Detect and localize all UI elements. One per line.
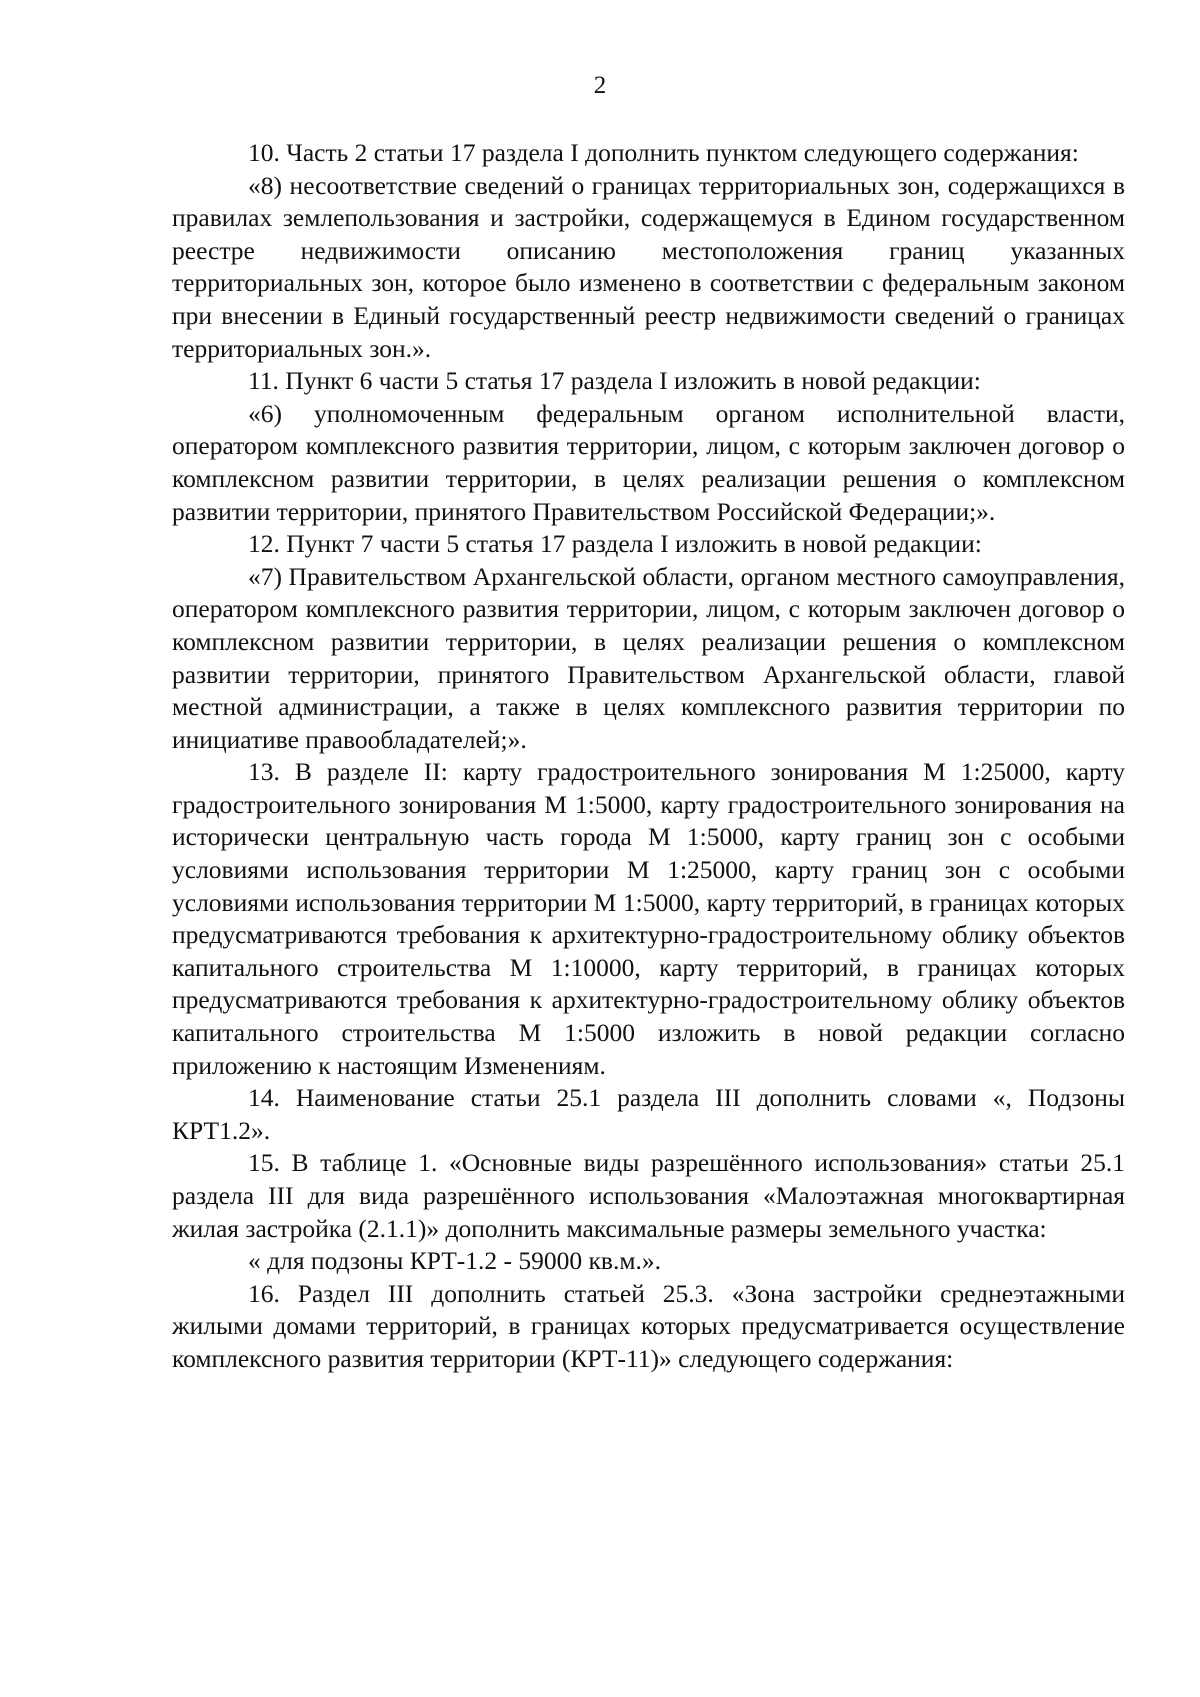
paragraph-15-quote: « для подзоны КРТ-1.2 - 59000 кв.м.». [248,1246,661,1276]
paragraph-14: 14. Наименование статьи 25.1 раздела III дополнить словами «, Подзоны КРТ1.2». [172,1083,1125,1145]
paragraph-11: 11. Пункт 6 части 5 статья 17 раздела I изложить в новой редакции: [248,366,981,396]
page-number: 2 [593,72,607,99]
paragraph-12-quote: «7) Правительством Архангельской области, органом местного самоуправления, оператором комплексного развития территории, лицом, с которым заключен договор о комплексном развитии территории, в целях реализации решения о комплексном развитии территории, принятого Правительством Архангельской области, главой местной администрации, а также в целях комплексного развития территории по инициативе правообладателей;». [172,561,1125,754]
paragraph-13: 13. В разделе II: карту градостроительного зонирования М 1:25000, карту градостроительного зонирования М 1:5000, карту градостроительного зонирования на исторически центральную часть города М 1:5000, карту границ зон с особыми условиями использования территории М 1:25000, карту границ зон с особыми условиями использования территории М 1:5000, карту территорий, в границах которых предусматриваются требования к архитектурно-градостроительному облику объектов капитального строительства М 1:10000, карту территорий, в границах которых предусматриваются требования к архитектурно-градостроительному облику объектов капитального строительства М 1:5000 изложить в новой редакции согласно приложению к настоящим Изменениям. [172,757,1125,1080]
paragraph-11-quote: «6) уполномоченным федеральным органом исполнительной власти, оператором комплексного развития территории, лицом, с которым заключен договор о комплексном развитии территории, в целях реализации решения о комплексном развитии территории, принятого Правительством Российской Федерации;». [172,398,1125,526]
paragraph-10: 10. Часть 2 статьи 17 раздела I дополнить пунктом следующего содержания: [248,138,1079,167]
paragraph-12: 12. Пункт 7 части 5 статья 17 раздела I изложить в новой редакции: [248,529,982,559]
paragraph-16: 16. Раздел III дополнить статьей 25.3. «Зона застройки среднеэтажными жилыми домами территорий, в границах которых предусматривается осуществление комплексного развития территории (КРТ-11)» следующего содержания: [172,1278,1125,1373]
paragraph-15: 15. В таблице 1. «Основные виды разрешённого использования» статьи 25.1 раздела III для вида разрешённого использования «Малоэтажная многоквартирная жилая застройка (2.1.1)» дополнить максимальные размеры земельного участка: [172,1148,1125,1243]
paragraph-10-quote: «8) несоответствие сведений о границах территориальных зон, содержащихся в правилах землепользования и застройки, содержащемуся в Едином государственном реестре недвижимости описанию местоположения границ указанных территориальных зон, которое было изменено в соответствии с федеральным законом при внесении в Единый государственный реестр недвижимости сведений о границах территориальных зон.». [172,170,1125,363]
document-body [172,137,1125,1376]
